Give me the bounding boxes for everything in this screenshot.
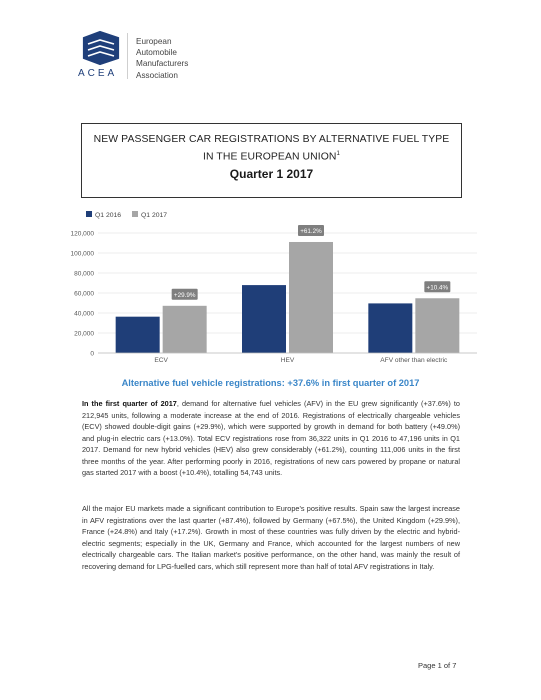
y-tick-label: 100,000: [70, 250, 94, 258]
paragraph-markets: All the major EU markets made a significant contribution to Europe's positive results. Spain saw the largest increase in AFV registrations over the last quarter (+87.4%), followed by Germany (+67.5%), the United Kingdom (+29.9%), France (+24.8%) and Italy (+17.2%). Growth in most of these countries was fully driven by the electric and hybrid-electric segments; especially in the UK, Germany and France, which accounted for the largest numbers of new electrically chargeable cars. The Italian market's positive performance, on the other hand, was mainly the result of recovering demand for LPG-fuelled cars, which still represent more than half of total AFV registrations in Italy.: [82, 504, 460, 571]
x-tick-label: HEV: [280, 357, 295, 364]
x-tick-label: ECV: [154, 357, 168, 364]
logo-wordmark: ACEA: [78, 68, 118, 79]
bar-q1-2017: [163, 306, 207, 353]
page-number: Page 1 of 7: [418, 661, 457, 670]
section-subheading: Alternative fuel vehicle registrations: +37.6% in first quarter of 2017: [121, 378, 420, 388]
y-tick-label: 120,000: [70, 230, 94, 238]
bar-q1-2017: [289, 242, 333, 353]
legend-swatch: [86, 211, 92, 217]
data-label: +29.9%: [173, 291, 196, 299]
title-box: [81, 123, 462, 198]
bar-q1-2017: [415, 298, 459, 353]
y-tick-label: 80,000: [74, 270, 94, 278]
paragraph-q1-summary: In the first quarter of 2017, demand for alternative fuel vehicles (AFV) in the EU grew significantly (+37.6%) to 212,945 units, following a moderate increase at the end of 2016. Registrations of electrically chargeable vehicles (ECV) showed double-digit gains (+29.9%), which were supported by growth in demand for both battery (+49.0%) and plug-in electric cars (+13.0%). Total ECV registrations rose from 36,322 units in Q1 2016 to 47,196 units in Q1 2017. Demand for new hybrid vehicles (HEV) also grew considerably (+61.2%), counting 111,006 units in the first three months of the year. After performing poorly in 2016, registrations of new cars powered by propane or natural gas started 2017 with a boost (+10.4%), totalling 54,743 units.: [82, 399, 460, 477]
legend-swatch: [132, 211, 138, 217]
afv-registrations-chart: [62, 203, 482, 375]
report-title: NEW PASSENGER CAR REGISTRATIONS BY ALTERNATIVE FUEL TYPE IN THE EUROPEAN UNION$^1$: [93, 134, 450, 163]
legend-label: Q1 2016: [95, 212, 122, 219]
logo-divider: [127, 33, 128, 79]
bar-q1-2016: [242, 285, 286, 353]
y-tick-label: 0: [90, 350, 94, 358]
x-tick-label: AFV other than electric: [380, 357, 448, 364]
bar-q1-2016: [368, 303, 412, 353]
data-label: +10.4%: [426, 284, 449, 292]
legend-label: Q1 2017: [141, 212, 168, 219]
y-tick-label: 60,000: [74, 290, 94, 298]
y-tick-label: 20,000: [74, 330, 94, 338]
report-period: Quarter 1 2017: [229, 167, 314, 182]
logo-org-name: European Automobile Manufacturers Association: [136, 37, 189, 80]
y-tick-label: 40,000: [74, 310, 94, 318]
bar-q1-2016: [116, 317, 160, 353]
data-label: +61.2%: [300, 227, 322, 235]
